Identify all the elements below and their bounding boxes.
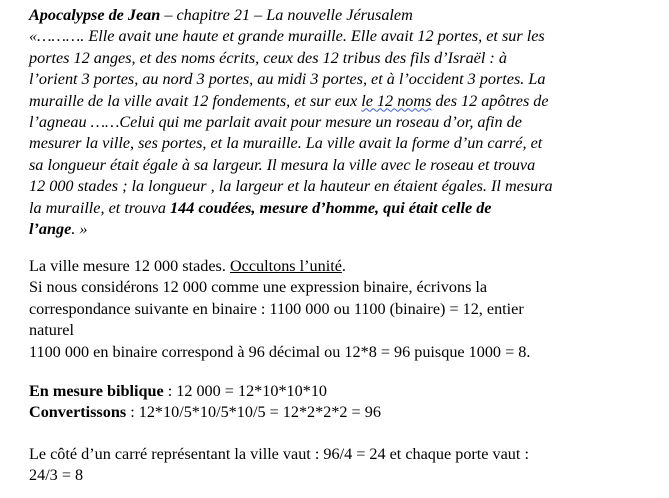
quote-line-4 bbox=[29, 91, 647, 112]
square-side-paragraph bbox=[29, 444, 647, 487]
para2-line-2-value: : 12*10/5*10/5*10/5 = 12*2*2*2 = 96 bbox=[126, 403, 381, 422]
quote-heading-line bbox=[29, 5, 647, 26]
quote-line-5: l’agneau ……Celui qui me parlait avait pour mesure un roseau d’or, afin de bbox=[29, 113, 522, 132]
quote-line-7: sa longueur était égale à sa largeur. Il mesura la ville avec le roseau et trouva bbox=[29, 155, 536, 174]
scripture-quote bbox=[29, 5, 647, 240]
quote-line-9-start: la muraille, et trouva bbox=[29, 198, 171, 217]
label-mesure-biblique: En mesure biblique bbox=[29, 382, 164, 400]
quote-line-2: portes 12 anges, et des noms écrits, ceux des 12 tribus des fils d’Israël : à bbox=[29, 48, 507, 67]
label-convertissons: Convertissons bbox=[29, 403, 127, 422]
para3-line-1: Le côté d’un carré représentant la ville vaut : 96/4 = 24 et chaque porte vaut : bbox=[29, 445, 529, 463]
para1-line-1 bbox=[29, 256, 647, 277]
quote-line-3: l’orient 3 portes, au nord 3 portes, au midi 3 portes, et à l’occident 3 portes. La bbox=[29, 70, 546, 89]
quote-line-4-start: muraille de la ville avait 12 fondements, et sur eux bbox=[29, 91, 362, 110]
quote-line-6: mesurer la ville, ses portes, et la muraille. La ville avait la forme d’un carré, et bbox=[29, 134, 543, 153]
quote-title: Apocalypse de Jean bbox=[29, 6, 161, 24]
para2-line-1-value: : 12 000 = 12*10*10*10 bbox=[163, 382, 328, 400]
quote-bold-ange: l’ange bbox=[29, 220, 72, 239]
quote-bold-measure: 144 coudées, mesure d’homme, qui était celle de bbox=[170, 198, 492, 217]
para1-line-2: Si nous considérons 12 000 comme une expression binaire, écrivons la bbox=[29, 278, 488, 297]
para1-line-3: correspondance suivante en binaire : 1100 000 ou 1100 (binaire) = 12, entier bbox=[29, 299, 524, 318]
quote-closing: . » bbox=[71, 220, 88, 239]
para1-line-1-end: . bbox=[341, 257, 346, 275]
quote-line-9 bbox=[29, 198, 647, 219]
quote-line-1: «………. Elle avait une haute et grande muraille. Elle avait 12 portes, et sur les bbox=[29, 27, 545, 46]
quote-line-8: 12 000 stades ; la longueur , la largeur et la hauteur en étaient égales. Il mesura bbox=[29, 177, 553, 196]
grammar-flagged-phrase[interactable]: le 12 noms bbox=[361, 91, 432, 110]
underlined-occultons: Occultons l’unité bbox=[229, 257, 342, 275]
biblical-measure-paragraph bbox=[29, 381, 647, 424]
para2-line-2 bbox=[29, 402, 647, 423]
para1-line-1-start: La ville mesure 12 000 stades. bbox=[29, 257, 230, 275]
quote-line-10 bbox=[29, 219, 647, 240]
quote-line-4-end: des 12 apôtres de bbox=[431, 91, 549, 110]
quote-chapter: – chapitre 21 – La nouvelle Jérusalem bbox=[160, 6, 413, 24]
para1-line-4: naturel bbox=[29, 321, 74, 340]
binary-paragraph bbox=[29, 256, 647, 363]
para3-line-2: 24/3 = 8 bbox=[29, 466, 84, 485]
para1-line-5: 1100 000 en binaire correspond à 96 décimal ou 12*8 = 96 puisque 1000 = 8. bbox=[29, 342, 531, 361]
para2-line-1 bbox=[29, 381, 647, 402]
